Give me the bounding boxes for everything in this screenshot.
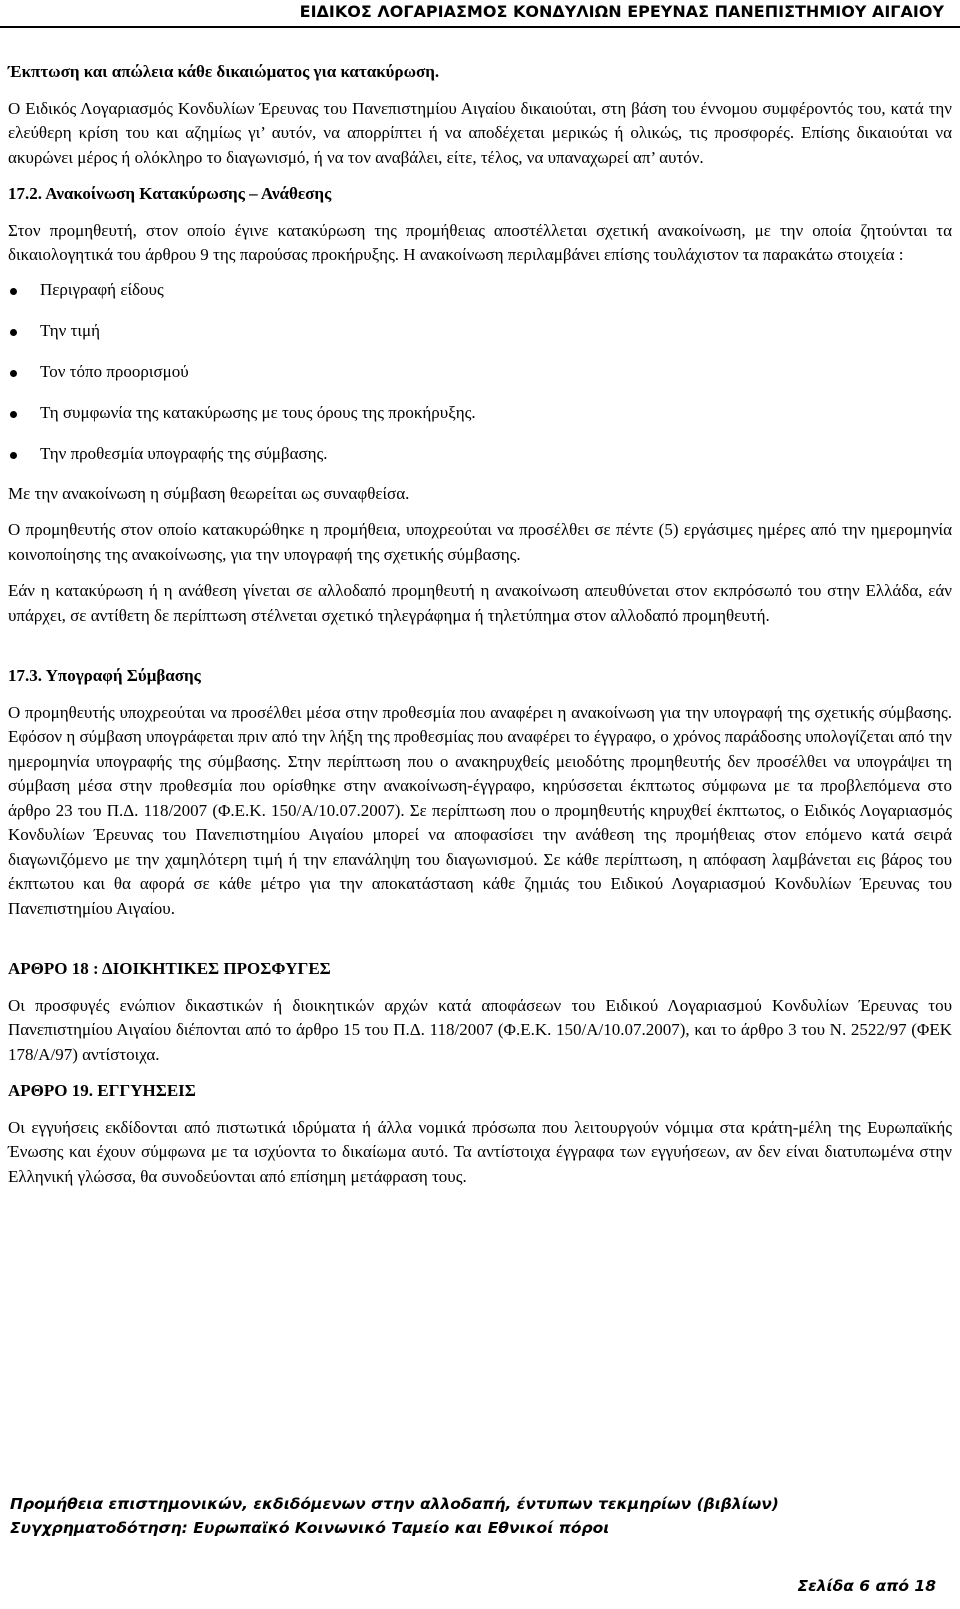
section-heading-article-19: ΑΡΘΡΟ 19. ΕΓΓΥΗΣΕΙΣ xyxy=(8,1081,196,1100)
spacer xyxy=(8,933,952,957)
header-title: ΕΙΔΙΚΟΣ ΛΟΓΑΡΙΑΣΜΟΣ ΚΟΝΔΥΛΙΩΝ ΕΡΕΥΝΑΣ ΠΑΝΕΠΙΣΤΗΜΙΟΥ ΑΙΓΑΙΟΥ xyxy=(299,2,944,21)
bullet-icon xyxy=(10,370,17,377)
page-header xyxy=(0,0,960,28)
paragraph-contract-signing: Ο προμηθευτής υποχρεούται να προσέλθει μέσα στην προθεσμία που αναφέρει η ανακοίνωση για την υπογραφή της σχετικής σύμβασης. Εφόσον η σύμβαση υπογράφεται πριν από την λήξη της προθεσμίας που αναφέρει το έγγραφο, ο χρόνος παράδοσης υπολογίζεται από την ημερομηνία υπογραφής της σύμβασης. Στην περίπτωση που ο ανακηρυχθείς μειοδότης προμηθευτής δεν προσέλθει να υπογράψει τη σύμβαση μέσα στην προθεσμία που ορίσθηκε στην ανακοίνωση-έγγραφο, κηρύσσεται έκπτωτος σύμφωνα με τα προβλεπόμενα στο άρθρο 23 του Π.Δ. 118/2007 (Φ.Ε.Κ. 150/Α/10.07.2007). Σε περίπτωση που ο προμηθευτής κηρυχθεί έκπτωτος, ο Ειδικός Λογαριασμός Κονδυλίων Έρευνας του Πανεπιστημίου Αιγαίου μπορεί να αποφασίσει την ανάθεση της προμήθειας στον επόμενο κατά σειρά διαγωνιζόμενο με την χαμηλότερη τιμή ή την επανάληψη του διαγωνισμού. Σε κάθε περίπτωση, η απόφαση λαμβάνεται εις βάρος του έκπτωτου και θα αφορά σε κάθε μέτρο για την αποκατάσταση κάθε ζημιάς του Ειδικού Λογαριασμού Κονδυλίων Έρευνας του Πανεπιστημίου Αιγαίου. xyxy=(8,702,952,918)
spacer xyxy=(8,640,952,664)
paragraph-guarantees: Οι εγγυήσεις εκδίδονται από πιστωτικά ιδρύματα ή άλλα νομικά πρόσωπα που λειτουργούν νόμιμα στα κράτη-μέλη της Ευρωπαϊκής Ένωσης και έχουν σύμφωνα με τα ισχύοντα το δικαίωμα αυτό. Τα αντίστοιχα έγγραφα των εγγυήσεων, αν δεν είναι διατυπωμένα στην Ελληνική γλώσσα, θα συνοδεύονται από επίσημη μετάφραση τους. xyxy=(8,1117,952,1186)
footer-line-funding: Συγχρηματοδότηση: Ευρωπαϊκό Κοινωνικό Ταμείο και Εθνικοί πόροι xyxy=(10,1519,610,1537)
list-item-text: Την προθεσμία υπογραφής της σύμβασης. xyxy=(40,443,328,463)
page-number: Σελίδα 6 από 18 xyxy=(797,1577,936,1595)
paragraph-rights: Ο Ειδικός Λογαριασμός Κονδυλίων Έρευνας του Πανεπιστημίου Αιγαίου δικαιούται, στη βάση του έννομου συμφέροντός του, κατά την ελεύθερη κρίση του και αζημίως γι’ αυτόν, να απορρίπτει ή να αποδέχεται μερικώς ή ολικώς, τις προσφορές. Επίσης δικαιούται να ακυρώνει μέρος ή ολόκληρο το διαγωνισμό, ή να τον αναβάλει, είτε, τέλος, να υπαναχωρεί απ’ αυτόν. xyxy=(8,98,952,167)
list-item xyxy=(8,278,952,319)
bullet-icon xyxy=(10,452,17,459)
list-item xyxy=(8,442,952,474)
list-item xyxy=(8,360,952,401)
section-heading-17-2: 17.2. Ανακοίνωση Κατακύρωσης – Ανάθεσης xyxy=(8,184,332,203)
section-heading-17-3: 17.3. Υπογραφή Σύμβασης xyxy=(8,666,201,685)
section-heading-article-18: ΑΡΘΡΟ 18 : ΔΙΟΙΚΗΤΙΚΕΣ ΠΡΟΣΦΥΓΕΣ xyxy=(8,959,331,978)
paragraph-appeals: Οι προσφυγές ενώπιον δικαστικών ή διοικητικών αρχών κατά αποφάσεων του Ειδικού Λογαριασμού Κονδυλίων Έρευνας του Πανεπιστημίου Αιγαίου διέπονται από το άρθρο 15 του Π.Δ. 118/2007 (Φ.Ε.Κ. 150/Α/10.07.2007), και το άρθρο 3 του Ν. 2522/97 (ΦΕΚ 178/Α/97) αντίστοιχα. xyxy=(8,995,952,1064)
section-heading-forfeiture: Έκπτωση και απώλεια κάθε δικαιώματος για κατακύρωση. xyxy=(8,62,440,81)
footer-line-project: Προμήθεια επιστημονικών, εκδιδόμενων στην αλλοδαπή, έντυπων τεκμηρίων (βιβλίων) xyxy=(10,1495,779,1513)
page-content xyxy=(8,60,952,1201)
bullet-icon xyxy=(10,288,17,295)
list-item-text: Περιγραφή είδους xyxy=(40,279,164,299)
list-item xyxy=(8,401,952,442)
paragraph-supplier-obligation: Ο προμηθευτής στον οποίο κατακυρώθηκε η προμήθεια, υποχρεούται να προσέλθει σε πέντε (5) εργάσιμες ημέρες από την ημερομηνία κοινοποίησης της ανακοίνωσης, για την υπογραφή της σχετικής σύμβασης. xyxy=(8,520,952,564)
list-item-text: Τη συμφωνία της κατακύρωσης με τους όρους της προκήρυξης. xyxy=(40,402,476,422)
paragraph-contract-concluded: Με την ανακοίνωση η σύμβαση θεωρείται ως συναφθείσα. xyxy=(8,483,410,503)
paragraph-foreign-supplier: Εάν η κατακύρωση ή η ανάθεση γίνεται σε αλλοδαπό προμηθευτή η ανακοίνωση απευθύνεται στον εκπρόσωπό του στην Ελλάδα, εάν υπάρχει, σε αντίθετη δε περίπτωση στέλνεται σχετικό τηλεγράφημα ή τηλετύπημα στον αλλοδαπό προμηθευτή. xyxy=(8,581,952,625)
list-item-text: Τον τόπο προορισμού xyxy=(40,361,189,381)
announcement-items-list xyxy=(8,278,952,474)
page-footer xyxy=(10,1492,950,1540)
list-item-text: Την τιμή xyxy=(40,320,100,340)
list-item xyxy=(8,319,952,360)
bullet-icon xyxy=(10,411,17,418)
bullet-icon xyxy=(10,329,17,336)
paragraph-announcement: Στον προμηθευτή, στον οποίο έγινε κατακύρωση της προμήθειας αποστέλλεται σχετική ανακοίνωση, με την οποία ζητούνται τα δικαιολογητικά του άρθρου 9 της παρούσας προκήρυξης. Η ανακοίνωση περιλαμβάνει επίσης τουλάχιστον τα παρακάτω στοιχεία : xyxy=(8,220,952,264)
